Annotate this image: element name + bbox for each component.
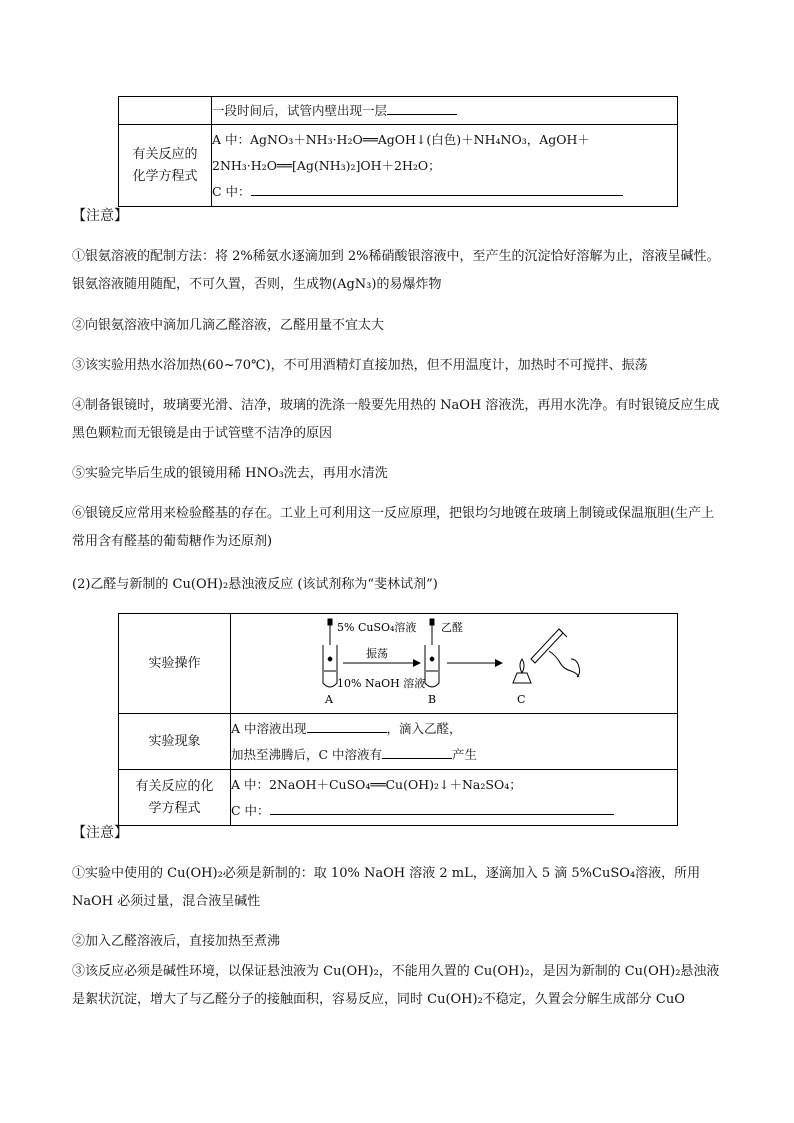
section-title: (2)乙醛与新制的 Cu(OH)₂悬浊液反应 (该试剂称为“斐林试剂”) [72, 577, 438, 592]
label-a: A [325, 692, 333, 706]
table1-equation-label: 有关反应的 化学方程式 [119, 125, 212, 207]
table1-observation-cell [212, 97, 678, 125]
answer-blank[interactable] [382, 744, 452, 759]
test-tube-a-icon [323, 645, 337, 687]
note-item: ④制备银镜时，玻璃要光滑、洁净，玻璃的洗涤一般要先用热的 NaOH 溶液洗，再用水洗净。有时银镜反应生成黑色颗粒而无银镜是由于试管壁不洁净的原因 [72, 398, 720, 441]
shake-label: 振荡 [366, 646, 388, 660]
table2-phenomenon-label: 实验现象 [119, 714, 231, 770]
table2-equation-label: 有关反应的化 学方程式 [119, 770, 231, 826]
reaction-table-2 [118, 613, 678, 826]
table2-operation-label: 实验操作 [119, 614, 231, 714]
observation-text: 一段时间后，试管内壁出现一层 [212, 102, 388, 118]
notes-heading: 【注意】 [72, 825, 128, 841]
equation-line: C 中： [231, 798, 677, 824]
heating-setup-icon [513, 629, 580, 683]
note-item: ②加入乙醛溶液后，直接加热至煮沸 [72, 934, 281, 949]
table2-equation-cell [231, 770, 678, 826]
dropper-icon [430, 619, 434, 645]
note-item: ①实验中使用的 Cu(OH)₂必须是新制的：取 10% NaOH 溶液 2 mL，逐滴加入 5 滴 5%CuSO₄溶液，所用 NaOH 必须过量，混合液呈碱性 [72, 866, 701, 909]
arrowhead-icon [495, 659, 503, 667]
answer-blank[interactable] [307, 718, 387, 733]
reagent-a-label: 5% CuSO₄溶液 [337, 620, 417, 634]
reagent-b-label: 乙醛 [441, 620, 463, 634]
answer-blank[interactable] [270, 800, 614, 815]
table2-phenomenon-cell: A 中溶液出现 ，滴入乙醛， 加热至沸腾后，C 中溶液有 产生 [231, 714, 678, 770]
label-b: B [428, 692, 437, 706]
equation-line: A 中：AgNO₃＋NH₃·H₂O══AgOH↓(白色)＋NH₄NO₃，AgOH＋ [212, 131, 590, 147]
note-item: ①银氨溶液的配制方法：将 2%稀氨水逐滴加到 2%稀硝酸银溶液中，至产生的沉淀恰好溶解为止，溶液呈碱性。银氨溶液随用随配，不可久置，否则，生成物(AgN₃)的易爆炸物 [72, 249, 720, 292]
equation-line: 2NH₃·H₂O══[Ag(NH₃)₂]OH＋2H₂O； [212, 157, 441, 173]
note-item: ③该反应必须是碱性环境，以保证悬浊液为 Cu(OH)₂，不能用久置的 Cu(OH)₂，是因为新制的 Cu(OH)₂悬浊液是絮状沉淀，增大了与乙醛分子的接触面积，容易反应，同时 Cu(OH)₂不稳定，久置会分解生成部分 CuO [72, 964, 720, 1007]
table1-empty-label [119, 97, 212, 125]
arrowhead-icon [413, 659, 421, 667]
note-item: ⑥银镜反应常用来检验醛基的存在。工业上可利用这一反应原理，把银均匀地镀在玻璃上制镜或保温瓶胆(生产上常用含有醛基的葡萄糖作为还原剂) [72, 506, 715, 549]
experiment-diagram [231, 615, 677, 713]
equation-line: C 中： [212, 179, 677, 205]
answer-blank[interactable] [251, 181, 623, 196]
note-item: ⑤实验完毕后生成的银镜用稀 HNO₃洗去，再用水清洗 [72, 466, 388, 481]
equation-line: A 中：2NaOH＋CuSO₄══Cu(OH)₂↓＋Na₂SO₄； [231, 776, 522, 792]
test-tube-b-icon [425, 645, 439, 687]
answer-blank[interactable] [387, 100, 457, 115]
dropper-icon [328, 619, 332, 645]
notes-heading: 【注意】 [72, 208, 128, 224]
note-item: ②向银氨溶液中滴加几滴乙醛溶液，乙醛用量不宜太大 [72, 318, 385, 333]
experiment-diagram-cell [231, 614, 678, 714]
label-c: C [517, 692, 526, 706]
note-item: ③该实验用热水浴加热(60~70℃)，不可用酒精灯直接加热，但不用温度计，加热时不可搅拌、振荡 [72, 358, 648, 373]
reaction-table-1 [118, 96, 678, 207]
naoh-label: 10% NaOH 溶液 [337, 676, 426, 690]
table1-equation-cell [212, 125, 678, 207]
